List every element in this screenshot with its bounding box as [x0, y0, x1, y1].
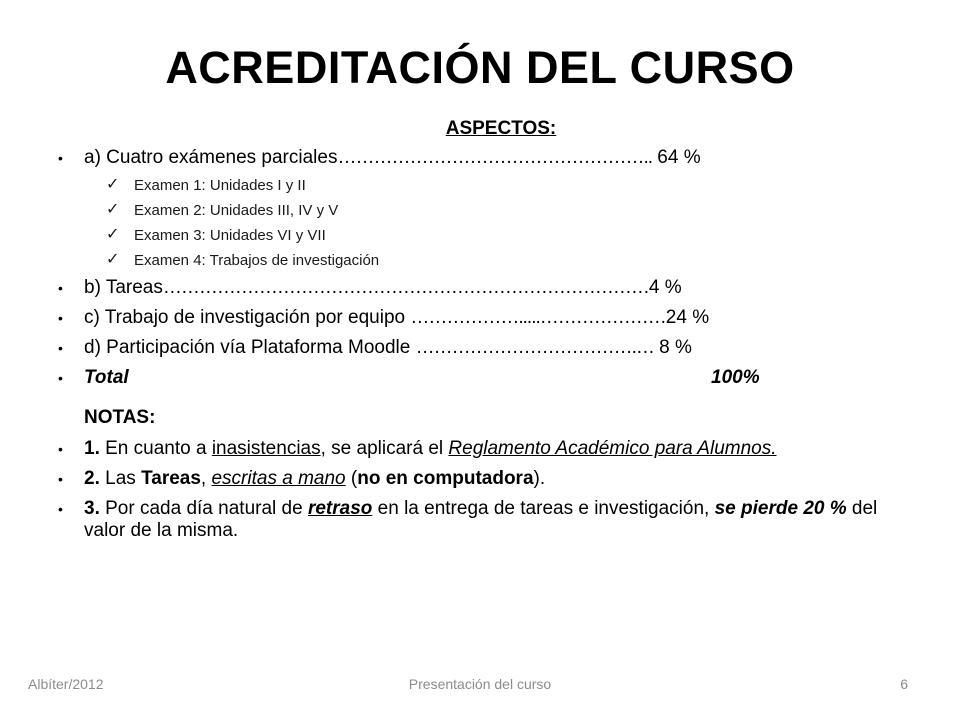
bullet-icon: •: [58, 280, 63, 296]
note-text: en la entrega de tareas e investigación,: [372, 498, 715, 519]
note-number: 2.: [84, 468, 100, 489]
note-number: 1.: [84, 438, 100, 459]
checkmark-icon: ✓: [106, 201, 120, 218]
item-moodle: [56, 336, 916, 360]
item-total: [56, 366, 916, 390]
slide-title: ACREDITACIÓN DEL CURSO: [165, 42, 795, 93]
item-team-research: [56, 306, 916, 330]
note-emphasis: Tareas: [141, 468, 201, 489]
bullet-icon: •: [58, 370, 63, 386]
note-text: (: [345, 468, 358, 489]
note-text: Las: [99, 468, 142, 489]
note-number: 3.: [84, 498, 100, 519]
item-homework: [56, 276, 916, 300]
slide-number: 6: [900, 676, 908, 692]
exam-item-3: [56, 226, 916, 246]
dot-leader: ………………………………………………………………………: [162, 277, 649, 298]
exam-item-1: [56, 176, 916, 196]
item-value: 8 %: [653, 337, 692, 358]
note-3: [56, 498, 916, 542]
exam-label: Examen 1: Unidades I y II: [134, 177, 306, 194]
item-value: 4 %: [648, 277, 682, 298]
note-text: , se aplicará el: [320, 438, 449, 459]
bullet-icon: •: [58, 150, 63, 166]
footer-center: Presentación del curso: [408, 676, 552, 692]
checkmark-icon: ✓: [106, 226, 120, 243]
item-label: a) Cuatro exámenes parciales: [84, 147, 338, 168]
note-emphasis: se pierde 20 %: [714, 498, 847, 519]
item-exams: [56, 146, 916, 170]
note-text: del valor de la misma.: [84, 498, 878, 541]
exam-item-2: [56, 201, 916, 221]
footer-left: Albíter/2012: [28, 676, 104, 692]
exam-item-4: [56, 251, 916, 271]
exam-label: Examen 3: Unidades VI y VII: [134, 227, 326, 244]
note-1: [56, 438, 916, 460]
exam-label: Examen 2: Unidades III, IV y V: [134, 202, 339, 219]
notes-heading: NOTAS:: [84, 407, 156, 428]
note-text: ,: [200, 468, 212, 489]
bullet-icon: •: [58, 310, 63, 326]
total-label: Total: [84, 367, 129, 388]
bullet-icon: •: [58, 501, 63, 517]
note-2: [56, 468, 916, 490]
note-emphasis: Reglamento Académico para Alumnos.: [448, 438, 777, 459]
aspects-heading: ASPECTOS:: [445, 118, 557, 139]
note-text: Por cada día natural de: [99, 498, 308, 519]
total-value: 100%: [711, 367, 760, 388]
note-emphasis: no en computadora: [357, 468, 534, 489]
note-text: En cuanto a: [99, 438, 212, 459]
item-label: d) Participación vía Plataforma Moodle: [84, 337, 416, 358]
slide-content: [56, 118, 916, 550]
exam-label: Examen 4: Trabajos de investigación: [134, 252, 380, 269]
note-emphasis: retraso: [307, 498, 373, 519]
note-emphasis: inasistencias: [211, 438, 321, 459]
note-emphasis: escritas a mano: [211, 468, 346, 489]
checkmark-icon: ✓: [106, 176, 120, 193]
checkmark-icon: ✓: [106, 251, 120, 268]
dot-leader: ……………….....…………………: [410, 307, 666, 328]
bullet-icon: •: [58, 471, 63, 487]
bullet-icon: •: [58, 441, 63, 457]
dot-leader: ……………………………………………..: [337, 147, 653, 168]
item-label: b) Tareas: [84, 277, 163, 298]
note-text: ).: [533, 468, 546, 489]
bullet-icon: •: [58, 340, 63, 356]
dot-leader: ……………………………….…: [415, 337, 654, 358]
item-value: 24 %: [665, 307, 710, 328]
item-label: c) Trabajo de investigación por equipo: [84, 307, 411, 328]
item-value: 64 %: [652, 147, 701, 168]
